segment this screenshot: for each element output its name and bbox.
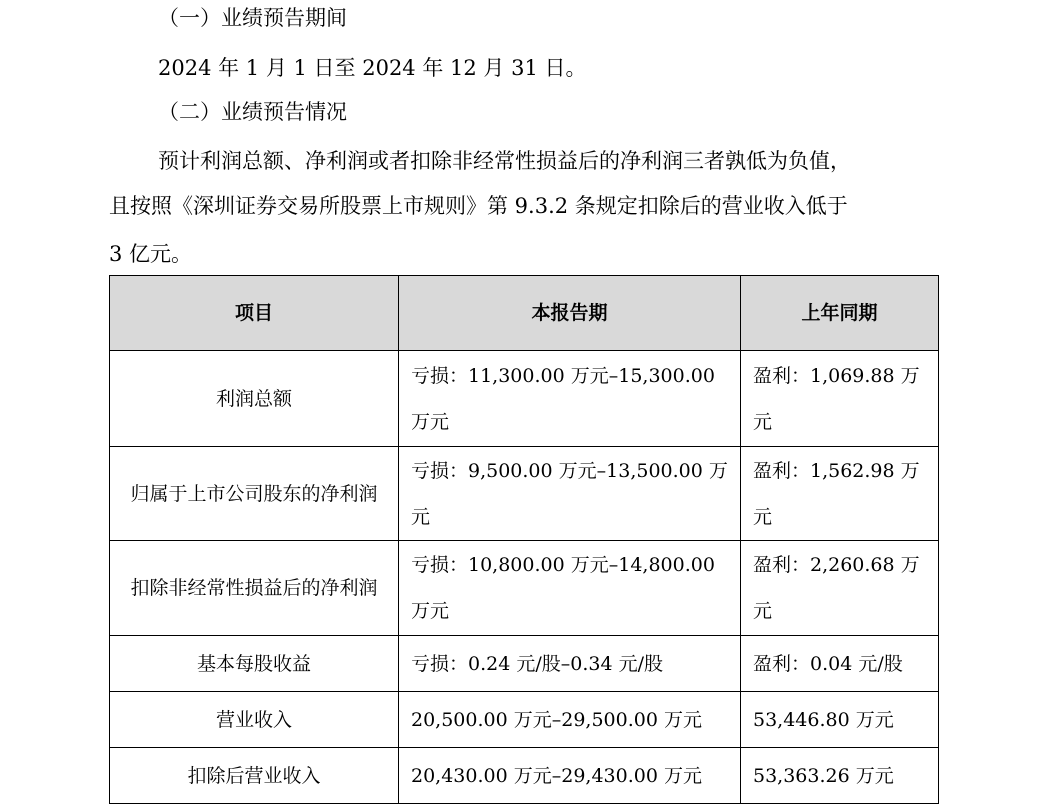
header-item: 项目 (110, 276, 399, 351)
row-item: 扣除非经常性损益后的净利润 (110, 541, 399, 636)
header-prior-period: 上年同期 (741, 276, 939, 351)
row-prior: 盈利：1,562.98 万元 (741, 447, 939, 541)
row-item: 归属于上市公司股东的净利润 (110, 447, 399, 541)
row-item: 扣除后营业收入 (110, 748, 399, 804)
row-item: 基本每股收益 (110, 636, 399, 692)
row-prior: 盈利：1,069.88 万元 (741, 351, 939, 447)
row-prior: 53,363.26 万元 (741, 748, 939, 804)
paragraph-line-3: 3 亿元。 (109, 242, 193, 266)
paragraph-line-1: 预计利润总额、净利润或者扣除非经常性损益后的净利润三者孰低为负值， (158, 149, 851, 173)
table-row (110, 748, 939, 804)
row-item: 利润总额 (110, 351, 399, 447)
paragraph-line-2: 且按照《深圳证券交易所股票上市规则》第 9.3.2 条规定扣除后的营业收入低于 (109, 194, 848, 218)
forecast-period-text: 2024 年 1 月 1 日至 2024 年 12 月 31 日。 (158, 56, 587, 80)
row-current: 亏损：0.24 元/股–0.34 元/股 (399, 636, 741, 692)
header-current-period: 本报告期 (399, 276, 741, 351)
row-prior: 盈利：2,260.68 万元 (741, 541, 939, 636)
section2-heading: （二）业绩预告情况 (158, 100, 347, 124)
row-current: 亏损：11,300.00 万元–15,300.00 万元 (399, 351, 741, 447)
row-prior: 盈利：0.04 元/股 (741, 636, 939, 692)
row-prior: 53,446.80 万元 (741, 692, 939, 748)
table-header-row (110, 276, 939, 351)
table-row (110, 692, 939, 748)
row-current: 亏损：9,500.00 万元–13,500.00 万元 (399, 447, 741, 541)
row-current: 亏损：10,800.00 万元–14,800.00 万元 (399, 541, 741, 636)
table-row (110, 447, 939, 541)
table-row (110, 636, 939, 692)
row-item: 营业收入 (110, 692, 399, 748)
row-current: 20,430.00 万元–29,430.00 万元 (399, 748, 741, 804)
performance-forecast-table (109, 275, 939, 804)
section1-heading: （一）业绩预告期间 (158, 6, 347, 30)
table-row (110, 351, 939, 447)
table-row (110, 541, 939, 636)
row-current: 20,500.00 万元–29,500.00 万元 (399, 692, 741, 748)
